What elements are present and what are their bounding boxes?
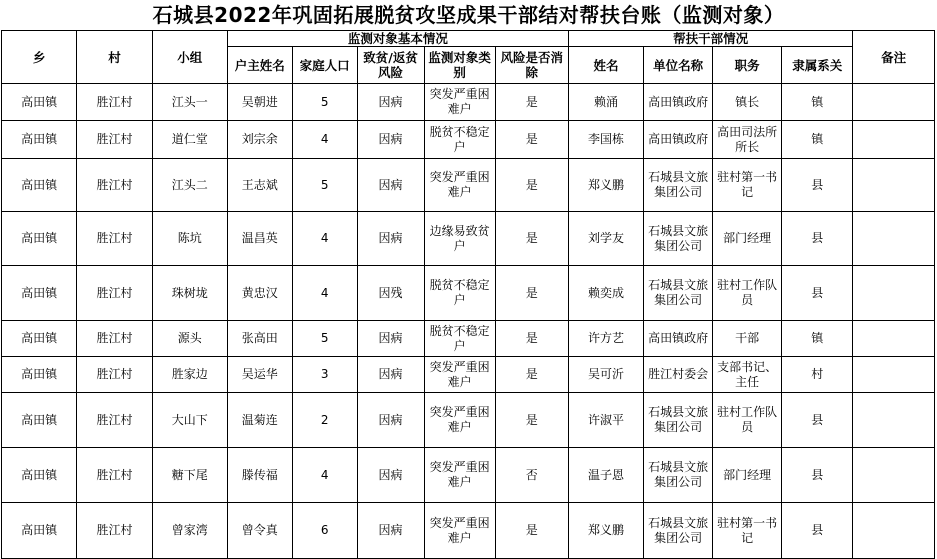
cell-cadre-position: 驻村工作队员 [713,393,782,448]
cell-remark [853,121,935,159]
header-family-size: 家庭人口 [292,47,357,84]
cell-risk-cause: 因病 [357,159,424,212]
cell-remark [853,393,935,448]
table-row [2,503,935,559]
cell-cadre-unit: 石城县文旅集团公司 [644,393,713,448]
cell-household-head: 吴运华 [227,357,292,393]
cell-village: 胜江村 [77,448,152,503]
cell-cadre-level: 县 [782,448,853,503]
table-row [2,321,935,357]
header-group: 小组 [152,31,227,84]
cell-monitor-category: 突发严重困难户 [424,393,495,448]
cell-village: 胜江村 [77,393,152,448]
header-cadre-unit: 单位名称 [644,47,713,84]
cell-remark [853,84,935,121]
cell-township: 高田镇 [2,393,77,448]
header-risk-cause: 致贫/返贫风险 [357,47,424,84]
cell-cadre-position: 镇长 [713,84,782,121]
cell-township: 高田镇 [2,448,77,503]
cell-township: 高田镇 [2,159,77,212]
cell-risk-cause: 因残 [357,266,424,321]
cell-cadre-level: 村 [782,357,853,393]
ledger-body [2,84,935,559]
cell-risk-eliminated: 是 [495,393,568,448]
header-monitor-section: 监测对象基本情况 [227,31,568,47]
cell-household-head: 温菊连 [227,393,292,448]
cell-risk-eliminated: 是 [495,503,568,559]
cell-household-head: 刘宗余 [227,121,292,159]
cell-township: 高田镇 [2,84,77,121]
cell-village: 胜江村 [77,212,152,266]
cell-group: 源头 [152,321,227,357]
cell-family-size: 5 [292,321,357,357]
table-row [2,212,935,266]
cell-village: 胜江村 [77,503,152,559]
page-title: 石城县2022年巩固拓展脱贫攻坚成果干部结对帮扶台账（监测对象） [152,3,785,27]
cell-cadre-unit: 石城县文旅集团公司 [644,159,713,212]
cell-monitor-category: 突发严重困难户 [424,159,495,212]
cell-cadre-unit: 胜江村委会 [644,357,713,393]
cell-monitor-category: 突发严重困难户 [424,503,495,559]
cell-household-head: 吴朝进 [227,84,292,121]
cell-household-head: 张高田 [227,321,292,357]
cell-family-size: 4 [292,121,357,159]
cell-household-head: 黄忠汉 [227,266,292,321]
cell-risk-eliminated: 是 [495,357,568,393]
cell-risk-cause: 因病 [357,84,424,121]
cell-risk-cause: 因病 [357,393,424,448]
cell-cadre-position: 支部书记、主任 [713,357,782,393]
cell-cadre-unit: 石城县文旅集团公司 [644,448,713,503]
cell-family-size: 4 [292,448,357,503]
cell-risk-eliminated: 否 [495,448,568,503]
cell-cadre-unit: 石城县文旅集团公司 [644,503,713,559]
header-household-head: 户主姓名 [227,47,292,84]
cell-cadre-unit: 高田镇政府 [644,121,713,159]
cell-village: 胜江村 [77,357,152,393]
cell-family-size: 6 [292,503,357,559]
table-row [2,448,935,503]
cell-cadre-name: 赖涌 [568,84,643,121]
cell-monitor-category: 突发严重困难户 [424,357,495,393]
cell-monitor-category: 脱贫不稳定户 [424,321,495,357]
cell-cadre-unit: 高田镇政府 [644,321,713,357]
cell-family-size: 4 [292,266,357,321]
cell-cadre-position: 驻村第一书记 [713,503,782,559]
header-cadre-section: 帮扶干部情况 [568,31,852,47]
cell-group: 道仁堂 [152,121,227,159]
cell-risk-cause: 因病 [357,357,424,393]
cell-cadre-unit: 石城县文旅集团公司 [644,266,713,321]
cell-cadre-name: 刘学友 [568,212,643,266]
header-remarks: 备注 [853,31,935,84]
cell-cadre-unit: 石城县文旅集团公司 [644,212,713,266]
cell-cadre-name: 赖奕成 [568,266,643,321]
cell-cadre-level: 县 [782,212,853,266]
cell-monitor-category: 突发严重困难户 [424,448,495,503]
cell-remark [853,357,935,393]
cell-village: 胜江村 [77,321,152,357]
cell-household-head: 温昌英 [227,212,292,266]
header-village: 村 [77,31,152,84]
cell-township: 高田镇 [2,321,77,357]
cell-cadre-level: 镇 [782,121,853,159]
cell-cadre-position: 部门经理 [713,212,782,266]
table-row [2,393,935,448]
cell-cadre-level: 县 [782,266,853,321]
cell-cadre-level: 镇 [782,321,853,357]
cell-cadre-unit: 高田镇政府 [644,84,713,121]
cell-cadre-position: 驻村第一书记 [713,159,782,212]
cell-risk-cause: 因病 [357,448,424,503]
cell-cadre-level: 县 [782,393,853,448]
cell-remark [853,448,935,503]
cell-group: 糖下尾 [152,448,227,503]
cell-risk-cause: 因病 [357,121,424,159]
cell-risk-eliminated: 是 [495,84,568,121]
cell-cadre-name: 李国栋 [568,121,643,159]
cell-group: 陈坑 [152,212,227,266]
header-township: 乡 [2,31,77,84]
ledger-table [1,30,935,559]
cell-cadre-position: 驻村工作队员 [713,266,782,321]
cell-risk-cause: 因病 [357,212,424,266]
cell-remark [853,159,935,212]
cell-monitor-category: 脱贫不稳定户 [424,266,495,321]
cell-risk-eliminated: 是 [495,159,568,212]
cell-village: 胜江村 [77,159,152,212]
cell-remark [853,266,935,321]
cell-cadre-position: 高田司法所所长 [713,121,782,159]
cell-remark [853,503,935,559]
header-cadre-name: 姓名 [568,47,643,84]
header-monitor-category: 监测对象类别 [424,47,495,84]
cell-family-size: 4 [292,212,357,266]
cell-group: 江头一 [152,84,227,121]
cell-group: 江头二 [152,159,227,212]
cell-cadre-level: 县 [782,159,853,212]
table-row [2,121,935,159]
cell-remark [853,212,935,266]
cell-monitor-category: 脱贫不稳定户 [424,121,495,159]
cell-village: 胜江村 [77,84,152,121]
table-row [2,159,935,212]
cell-group: 珠树垅 [152,266,227,321]
cell-cadre-name: 吴可沂 [568,357,643,393]
cell-risk-cause: 因病 [357,321,424,357]
header-cadre-position: 职务 [713,47,782,84]
cell-group: 大山下 [152,393,227,448]
cell-group: 曾家湾 [152,503,227,559]
cell-household-head: 曾令真 [227,503,292,559]
cell-township: 高田镇 [2,503,77,559]
header-cadre-level: 隶属系关 [782,47,853,84]
cell-risk-eliminated: 是 [495,121,568,159]
cell-family-size: 5 [292,159,357,212]
cell-family-size: 2 [292,393,357,448]
cell-risk-cause: 因病 [357,503,424,559]
cell-household-head: 滕传福 [227,448,292,503]
cell-monitor-category: 突发严重困难户 [424,84,495,121]
cell-household-head: 王志斌 [227,159,292,212]
cell-cadre-name: 许淑平 [568,393,643,448]
table-row [2,357,935,393]
cell-cadre-name: 温子恩 [568,448,643,503]
cell-township: 高田镇 [2,266,77,321]
cell-remark [853,321,935,357]
cell-cadre-level: 县 [782,503,853,559]
cell-village: 胜江村 [77,121,152,159]
table-row [2,266,935,321]
cell-township: 高田镇 [2,357,77,393]
cell-cadre-level: 镇 [782,84,853,121]
cell-family-size: 3 [292,357,357,393]
cell-cadre-position: 干部 [713,321,782,357]
header-risk-eliminated: 风险是否消除 [495,47,568,84]
cell-monitor-category: 边缘易致贫户 [424,212,495,266]
table-row [2,84,935,121]
cell-cadre-name: 许方艺 [568,321,643,357]
cell-cadre-position: 部门经理 [713,448,782,503]
cell-group: 胜家边 [152,357,227,393]
cell-cadre-name: 郑义鹏 [568,159,643,212]
cell-risk-eliminated: 是 [495,321,568,357]
cell-township: 高田镇 [2,121,77,159]
cell-village: 胜江村 [77,266,152,321]
cell-cadre-name: 郑义鹏 [568,503,643,559]
cell-risk-eliminated: 是 [495,266,568,321]
cell-township: 高田镇 [2,212,77,266]
cell-risk-eliminated: 是 [495,212,568,266]
cell-family-size: 5 [292,84,357,121]
